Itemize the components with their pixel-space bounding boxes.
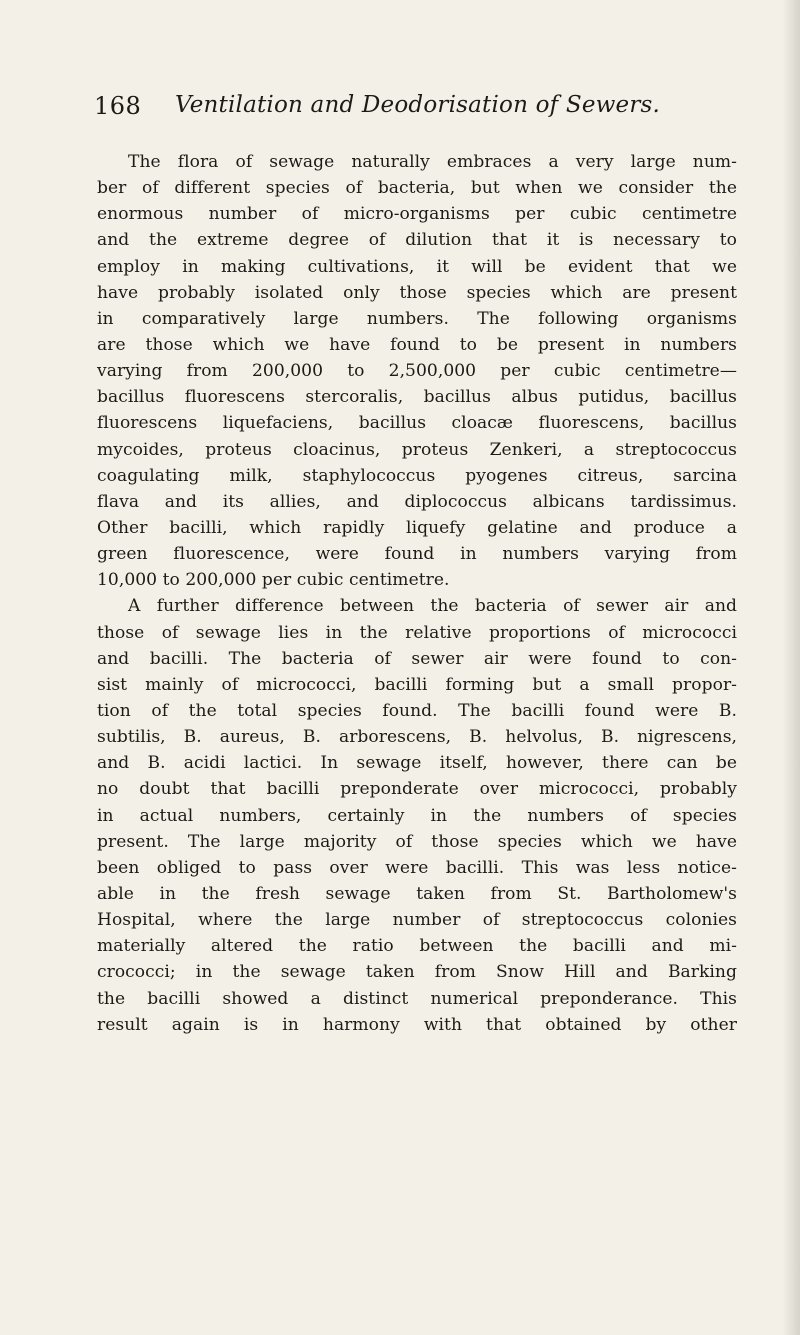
text-line: those of sewage lies in the relative proportions of micrococci <box>97 622 737 643</box>
text-line: and bacilli. The bacteria of sewer air were found to con- <box>97 648 737 669</box>
text-line: present. The large majority of those species which we have <box>97 831 737 852</box>
running-title: Ventilation and Deodorisation of Sewers. <box>175 92 661 118</box>
text-line: tion of the total species found. The bacilli found were B. <box>97 700 737 721</box>
text-line: enormous number of micro-organisms per cubic centimetre <box>97 204 737 225</box>
page-header <box>94 92 714 128</box>
text-line: in comparatively large numbers. The following organisms <box>97 308 737 329</box>
text-line: fluorescens liquefaciens, bacillus cloacæ fluorescens, bacillus <box>97 413 737 434</box>
text-line: The flora of sewage naturally embraces a very large num- <box>128 152 737 172</box>
text-line: and the extreme degree of dilution that it is necessary to <box>97 230 737 251</box>
text-line: Hospital, where the large number of streptococcus colonies <box>97 910 737 931</box>
text-line: the bacilli showed a distinct numerical preponderance. This <box>97 988 737 1009</box>
text-line: are those which we have found to be present in numbers <box>97 334 737 355</box>
text-line: mycoides, proteus cloacinus, proteus Zenkeri, a streptococcus <box>97 439 737 460</box>
text-line: crococci; in the sewage taken from Snow Hill and Barking <box>97 962 737 983</box>
text-line: varying from 200,000 to 2,500,000 per cubic centimetre— <box>97 361 737 382</box>
text-line: no doubt that bacilli preponderate over micrococci, probably <box>97 779 737 800</box>
text-line: green fluorescence, were found in numbers varying from <box>97 544 737 565</box>
text-line: Other bacilli, which rapidly liquefy gelatine and produce a <box>97 517 737 538</box>
text-line: bacillus fluorescens stercoralis, bacillus albus putidus, bacillus <box>97 387 737 408</box>
text-line: have probably isolated only those species which are present <box>97 282 737 303</box>
text-line: been obliged to pass over were bacilli. This was less notice- <box>97 857 737 878</box>
text-line: materially altered the ratio between the bacilli and mi- <box>97 936 737 957</box>
text-line: coagulating milk, staphylococcus pyogenes citreus, sarcina <box>97 465 737 486</box>
page-edge-shadow <box>782 0 800 1335</box>
text-line: able in the fresh sewage taken from St. Bartholomew's <box>97 883 737 904</box>
page-number: 168 <box>94 92 142 120</box>
text-line: in actual numbers, certainly in the numbers of species <box>97 805 737 826</box>
text-line: result again is in harmony with that obtained by other <box>97 1014 737 1035</box>
text-line: employ in making cultivations, it will be evident that we <box>97 256 737 277</box>
text-line: 10,000 to 200,000 per cubic centimetre. <box>97 570 450 591</box>
text-line: A further difference between the bacteria of sewer air and <box>128 596 737 617</box>
body-text <box>97 149 737 1038</box>
text-line: subtilis, B. aureus, B. arborescens, B. helvolus, B. nigrescens, <box>97 727 737 748</box>
text-line: and B. acidi lactici. In sewage itself, however, there can be <box>97 753 737 774</box>
text-line: flava and its allies, and diplococcus albicans tardissimus. <box>97 491 737 512</box>
text-line: ber of different species of bacteria, but when we consider the <box>97 178 737 199</box>
text-line: sist mainly of micrococci, bacilli forming but a small propor- <box>97 674 737 695</box>
